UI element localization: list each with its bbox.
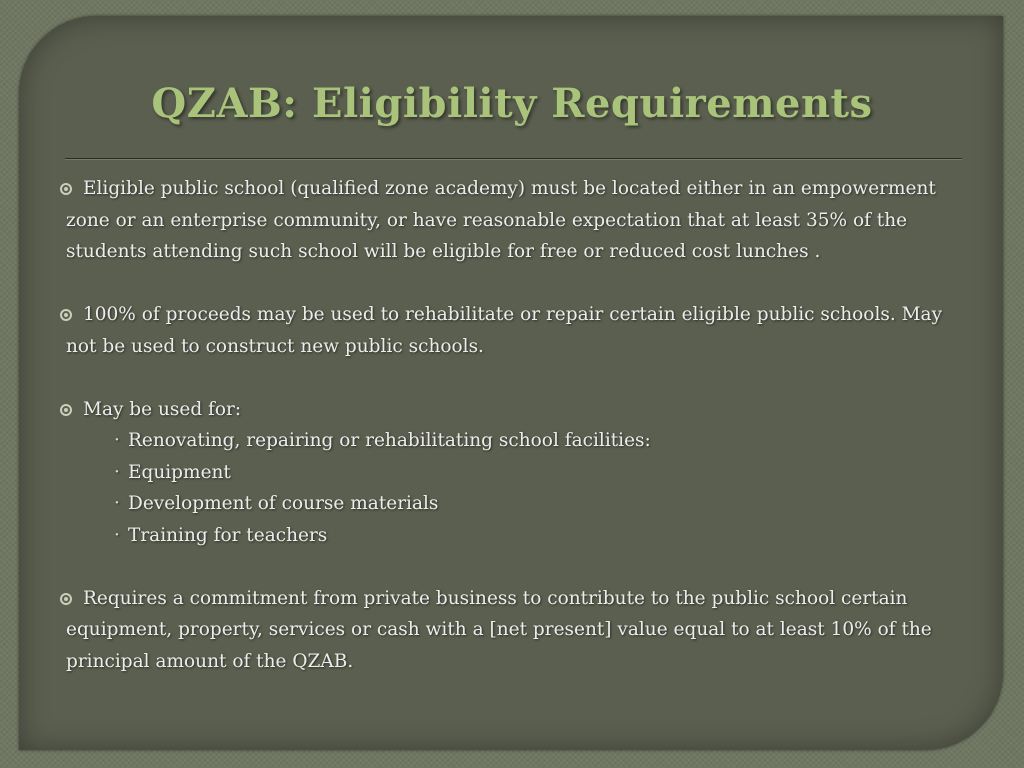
- dot-bullet-icon: ·: [114, 461, 120, 483]
- ring-bullet-icon: [60, 309, 72, 321]
- bullet-private-commitment: [66, 583, 971, 678]
- slide-content: [66, 173, 971, 709]
- ring-bullet-icon: [60, 404, 72, 416]
- list-item: [66, 425, 971, 457]
- bullet-proceeds-usage: [66, 299, 971, 362]
- dot-bullet-icon: ·: [114, 493, 120, 514]
- allowed-uses-list: [66, 425, 971, 551]
- list-item-text: Training for teachers: [128, 524, 328, 546]
- list-item-text: Equipment: [128, 461, 231, 483]
- list-item-text: Development of course materials: [128, 493, 439, 514]
- bullet-text: 100% of proceeds may be used to rehabilitate or repair certain eligible public schools. May not be used to construct new public schools.: [66, 304, 943, 357]
- dot-bullet-icon: ·: [114, 430, 120, 451]
- bullet-text: May be used for:: [83, 398, 242, 420]
- list-item: [66, 488, 971, 520]
- list-item-text: Renovating, repairing or rehabilitating school facilities:: [128, 430, 651, 451]
- title-divider: [65, 158, 962, 160]
- dot-bullet-icon: ·: [114, 524, 120, 546]
- ring-bullet-icon: [60, 593, 72, 605]
- slide-title: QZAB: Eligibility Requirements: [151, 80, 873, 127]
- list-item: [66, 457, 971, 489]
- ring-bullet-icon: [60, 183, 72, 195]
- bullet-text: Eligible public school (qualified zone academy) must be located either in an empowerment zone or an enterprise community, or have reasonable expectation that at least 35% of the students attending such school will be eligible for free or reduced cost lunches .: [66, 178, 936, 262]
- bullet-location-requirement: [66, 173, 971, 268]
- list-item: [66, 520, 971, 552]
- bullet-text: Requires a commitment from private business to contribute to the public school certain equipment, property, services or cash with a [net present] value equal to at least 10% of the principal amount of the QZAB.: [66, 587, 932, 672]
- bullet-allowed-uses: [66, 394, 971, 552]
